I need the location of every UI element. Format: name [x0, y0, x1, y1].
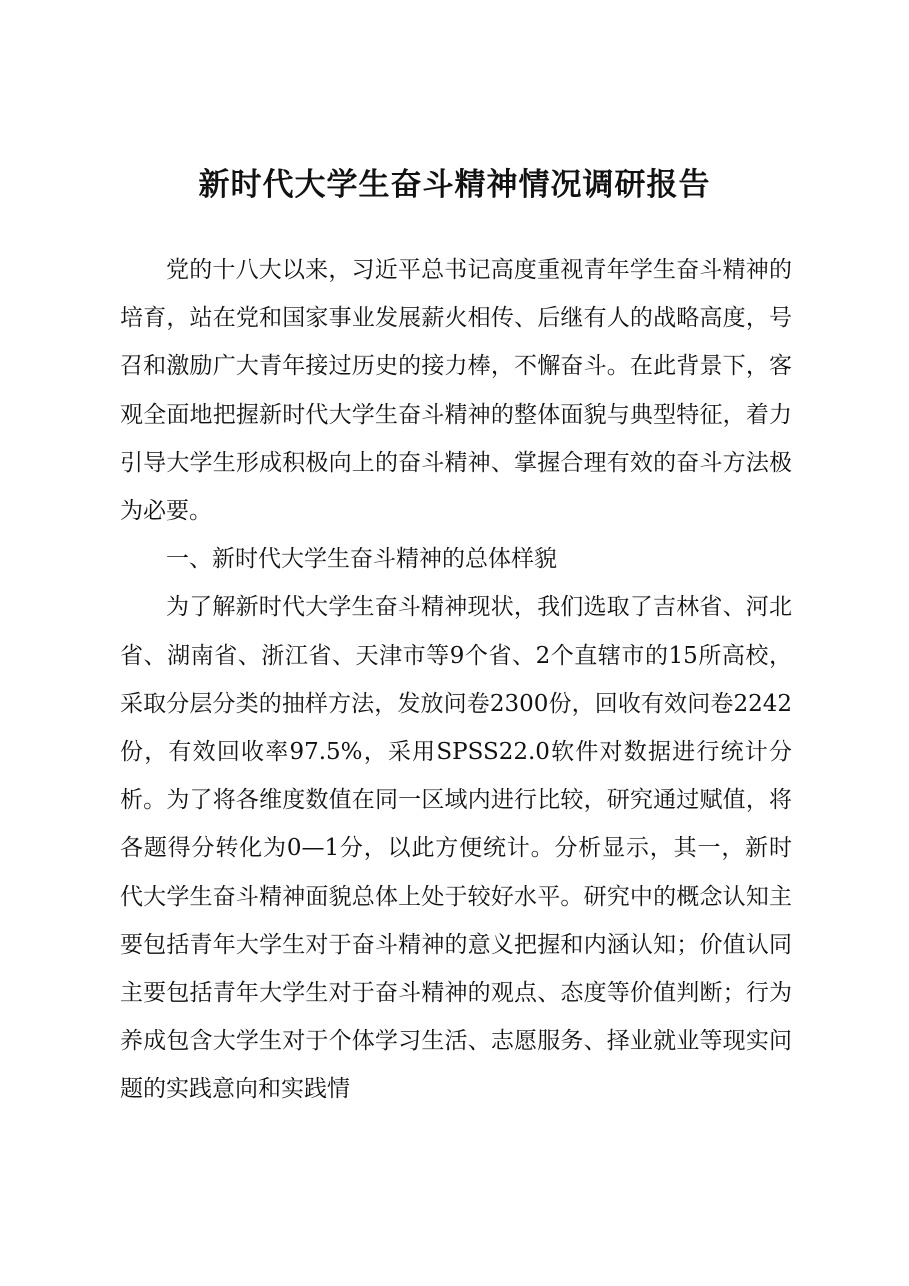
document-title: 新时代大学生奋斗精神情况调研报告 [198, 167, 711, 203]
paragraph-intro: 党的十八大以来，习近平总书记高度重视青年学生奋斗精神的培育，站在党和国家事业发展薪火相传、后继有人的战略高度，号召和激励广大青年接过历史的接力棒，不懈奋斗。在此背景下，客观全面地把握新时代大学生奋斗精神的整体面貌与典型特征，着力引导大学生形成积极向上的奋斗精神、掌握合理有效的奋斗方法极为必要。 [120, 257, 792, 525]
document-body [120, 246, 792, 1114]
section-heading-1: 一、新时代大学生奋斗精神的总体样貌 [166, 546, 557, 573]
paragraph-survey: 为了解新时代大学生奋斗精神现状，我们选取了吉林省、河北省、湖南省、浙江省、天津市等9个省、2个直辖市的15所高校，采取分层分类的抽样方法，发放问卷2300份，回收有效问卷2242份，有效回收率97.5%，采用SPSS22.0软件对数据进行统计分析。为了将各维度数值在同一区域内进行比较，研究通过赋值，将各题得分转化为0—1分，以此方便统计。分析显示，其一，新时代大学生奋斗精神面貌总体上处于较好水平。研究中的概念认知主要包括青年大学生对于奋斗精神的意义把握和内涵认知；价值认同主要包括青年大学生对于奋斗精神的观点、态度等价值判断；行为养成包含大学生对于个体学习生活、志愿服务、择业就业等现实问题的实践意向和实践情 [120, 594, 792, 1103]
